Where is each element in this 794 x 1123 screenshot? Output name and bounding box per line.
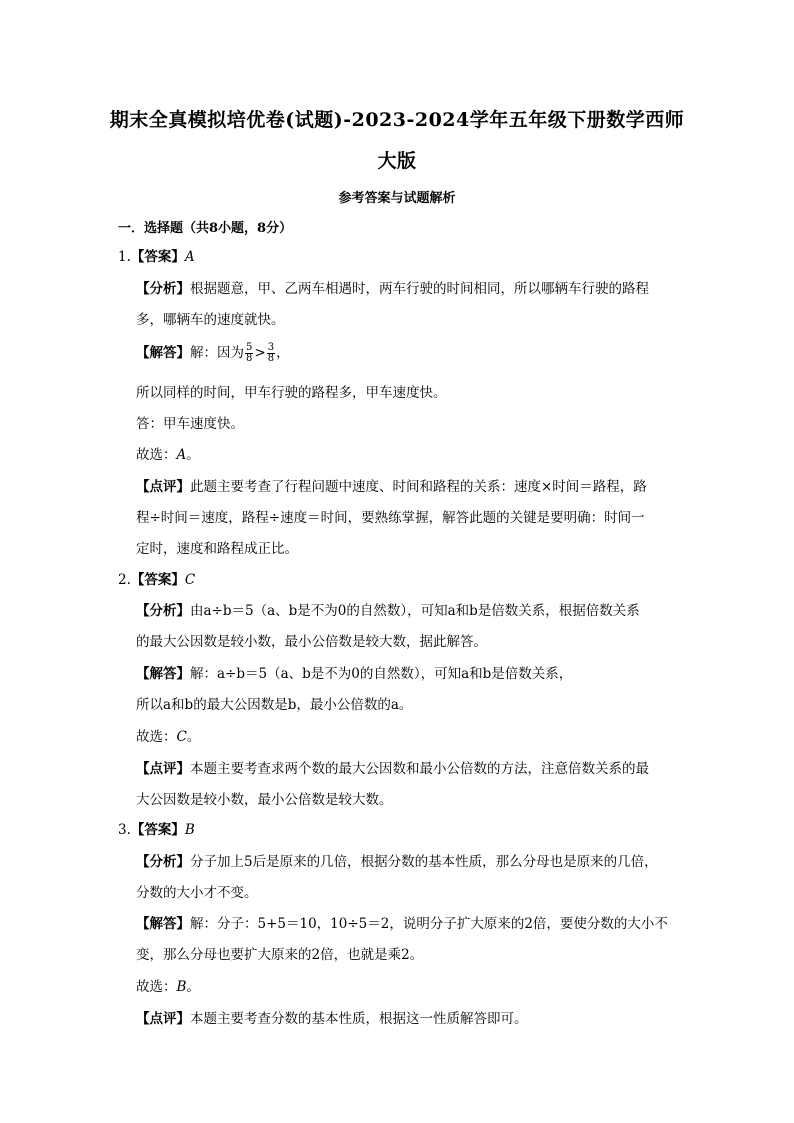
q3-comment-text-1: 本题主要考查分数的基本性质，根据这一性质解答即可。 (190, 1011, 528, 1027)
q1-choice: A (176, 447, 187, 463)
q2-answer-line (118, 571, 195, 589)
q1-greater-than: > (254, 345, 266, 361)
q3-choice-pre: 故选： (136, 979, 177, 995)
q1-analysis-tag: 【分析】 (136, 281, 190, 297)
q2-number: 2. (118, 572, 131, 588)
q3-solution-text-1: 解：分子：5+5＝10，10÷5＝2，说明分子扩大原来的2倍，要使分数的大小不 (190, 916, 668, 932)
q2-analysis-line-2: 的最大公因数是较小数，最小公倍数是较大数，据此解答。 (136, 634, 487, 650)
q1-solution-tag: 【解答】 (136, 345, 190, 361)
q2-solution-text-1: 解：a÷b＝5（a、b是不为0的自然数），可知a和b是倍数关系， (190, 666, 573, 682)
q2-analysis-line-1 (136, 602, 640, 620)
page-title-line-2: 大版 (377, 150, 417, 172)
q3-choice-post: 。 (186, 979, 200, 995)
q2-solution-line-2: 所以a和b的最大公因数是b，最小公倍数的a。 (136, 697, 413, 713)
q1-solution-pre: 解：因为 (190, 345, 244, 361)
q1-frac2-denominator: 8 (267, 353, 275, 364)
q1-frac1-denominator: 8 (246, 353, 253, 364)
q3-comment-line-1 (136, 1010, 528, 1028)
page-title-line-1: 期末全真模拟培优卷(试题)-2023-2024学年五年级下册数学西师 (109, 109, 685, 131)
q2-analysis-tag: 【分析】 (136, 603, 190, 619)
q3-number: 3. (118, 822, 131, 838)
q1-solution-line-1 (136, 343, 290, 364)
section-heading: 一．选择题（共8小题，8分） (118, 221, 293, 236)
q2-choice-post: 。 (186, 729, 201, 745)
q3-answer-line (118, 821, 195, 839)
q1-solution-post: ， (276, 345, 290, 361)
q1-choice-post: 。 (186, 447, 200, 463)
q2-solution-tag: 【解答】 (136, 666, 190, 682)
q2-analysis-text-1: 由a÷b＝5（a、b是不为0的自然数），可知a和b是倍数关系，根据倍数关系 (190, 603, 640, 619)
q2-choice-pre: 故选： (136, 729, 177, 745)
q1-frac2-numerator: 3 (267, 342, 275, 353)
q2-choice: C (176, 729, 187, 745)
q2-comment-line-2: 大公因数是较小数，最小公倍数是较大数。 (136, 792, 393, 808)
q3-analysis-text-1: 分子加上5后是原来的几倍，根据分数的基本性质，那么分母也是原来的几倍， (190, 854, 658, 870)
q3-solution-tag: 【解答】 (136, 916, 190, 932)
q2-solution-line-1 (136, 665, 572, 683)
q1-choice-pre: 故选： (136, 447, 177, 463)
q1-comment-line-3: 定时，速度和路程成正比。 (136, 541, 298, 557)
q1-answer-tag: 【答案】 (130, 249, 185, 265)
q2-answer: C (184, 572, 196, 588)
q3-choice-line (136, 978, 200, 996)
q3-choice: B (176, 979, 187, 995)
q1-comment-line-2: 程÷时间＝速度，路程÷速度＝时间，要熟练掌握，解答此题的关键是要明确：时间一 (136, 510, 645, 526)
q1-analysis-line-2: 多，哪辆车的速度就快。 (136, 312, 285, 328)
q3-solution-line-2: 变，那么分母也要扩大原来的2倍，也就是乘2。 (136, 947, 424, 963)
q2-answer-tag: 【答案】 (130, 572, 185, 588)
q1-answer: A (184, 249, 195, 265)
q1-analysis-line-1 (136, 280, 649, 298)
q1-number: 1. (118, 249, 131, 265)
q1-frac1-numerator: 5 (246, 342, 253, 353)
q1-comment-tag: 【点评】 (136, 479, 190, 495)
page-subtitle: 参考答案与试题解析 (338, 191, 456, 206)
q1-fraction-three-eighths (267, 343, 275, 364)
q2-comment-line-1 (136, 760, 649, 778)
q3-comment-tag: 【点评】 (136, 1011, 190, 1027)
q2-choice-line (136, 728, 200, 746)
q3-analysis-line-2: 分数的大小才不变。 (136, 885, 258, 901)
q3-solution-line-1 (136, 915, 668, 933)
q1-fraction-five-eighths (245, 343, 253, 364)
q3-analysis-tag: 【分析】 (136, 854, 190, 870)
q1-analysis-text-1: 根据题意，甲、乙两车相遇时，两车行驶的时间相同，所以哪辆车行驶的路程 (190, 281, 649, 297)
q1-answer-line (118, 248, 195, 266)
q1-comment-text-1: 此题主要考查了行程问题中速度、时间和路程的关系：速度×时间＝路程，路 (190, 479, 647, 495)
q1-solution-line-2: 所以同样的时间，甲车行驶的路程多，甲车速度快。 (136, 385, 447, 401)
q3-answer: B (184, 822, 195, 838)
q1-solution-line-3: 答：甲车速度快。 (136, 416, 244, 432)
q3-analysis-line-1 (136, 853, 658, 871)
q1-choice-line (136, 446, 200, 464)
q1-comment-line-1 (136, 478, 647, 496)
q2-comment-text-1: 本题主要考查求两个数的最大公因数和最小公倍数的方法，注意倍数关系的最 (190, 761, 649, 777)
q2-comment-tag: 【点评】 (136, 761, 190, 777)
q3-answer-tag: 【答案】 (130, 822, 185, 838)
